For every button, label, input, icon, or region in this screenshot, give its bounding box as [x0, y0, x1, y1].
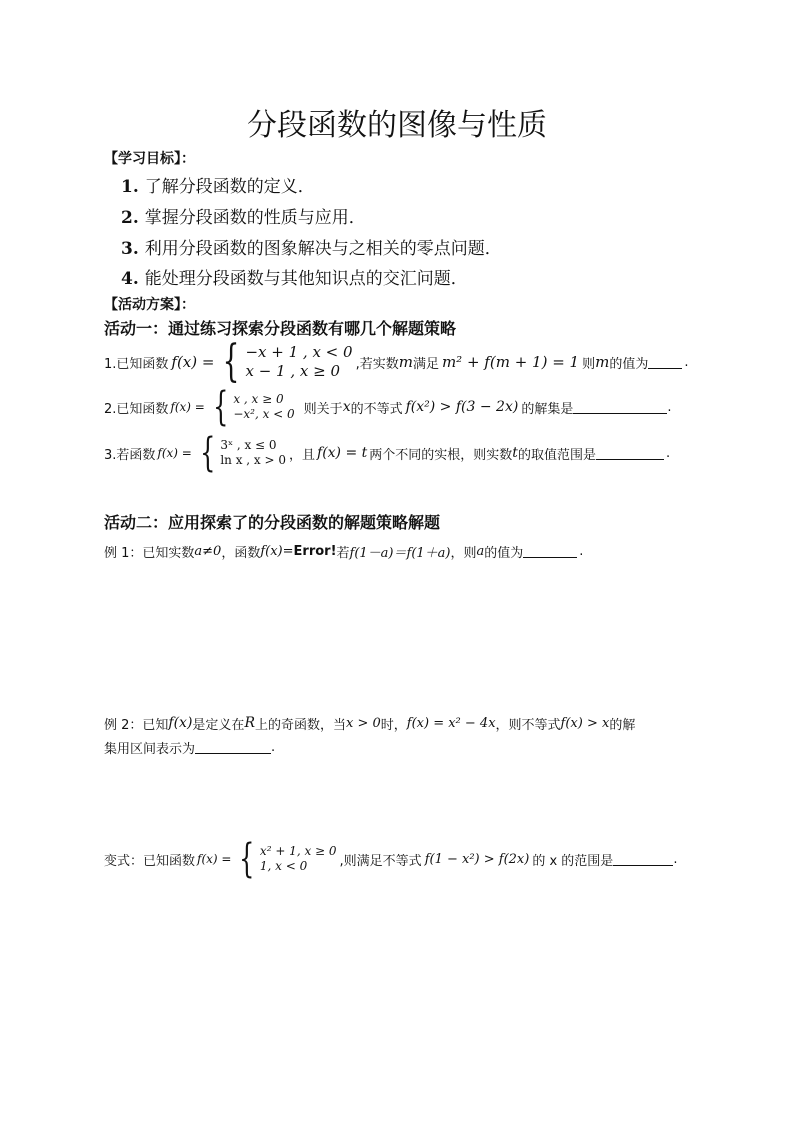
period: .: [673, 851, 678, 867]
variant-problem: [104, 838, 677, 880]
goal-number: 3.: [121, 239, 139, 259]
activity1-title: 活动一：通过练习探索分段函数有哪几个解题策略: [104, 319, 457, 338]
problem-2-mid: 则关于: [303, 401, 343, 417]
case-1: 3ˣ , x ≤ 0: [220, 438, 277, 452]
activity2-title: 活动二：应用探索了的分段函数的解题策略解题: [104, 513, 441, 532]
problem-1-function: f(x) =: [171, 353, 215, 371]
example-2-function: f(x): [168, 715, 193, 731]
example-2-tail: 的解: [609, 717, 636, 733]
answer-blank[interactable]: [195, 740, 271, 754]
answer-blank[interactable]: [613, 852, 673, 866]
example-1: [104, 542, 583, 560]
case-2: x − 1 , x ≥ 0: [245, 362, 340, 380]
case-1: x , x ≥ 0: [233, 392, 284, 406]
example-2: [104, 714, 635, 732]
problem-3-mid2: 两个不同的实根，则实数: [369, 447, 513, 463]
problem-1-condition: m² + f(m + 1) = 1: [441, 353, 580, 371]
goal-item: [121, 264, 468, 289]
problem-3-function: f(x) =: [157, 446, 192, 460]
variant-function: f(x) =: [197, 852, 232, 866]
goals-header: 【学习目标】：: [104, 151, 195, 167]
piecewise-definition: [195, 430, 286, 476]
period: .: [684, 354, 689, 370]
problem-2-prefix: 2.已知函数: [104, 401, 169, 417]
piecewise-definition: [234, 836, 337, 882]
problem-1-tail: 则: [582, 356, 596, 372]
period: .: [579, 543, 584, 559]
example-1-a-nonzero: a≠0: [194, 543, 222, 559]
left-brace-icon: {: [223, 336, 240, 387]
plan-header: 【活动方案】：: [104, 297, 195, 313]
example-1-condition: f(1－a)＝f(1＋a): [349, 545, 451, 561]
case-1: x² + 1, x ≥ 0: [259, 844, 337, 858]
case-2: 1, x < 0: [259, 859, 308, 873]
example-2-line2: [104, 738, 275, 756]
answer-blank[interactable]: [648, 355, 682, 369]
example-1-tail2: 的值为: [484, 545, 524, 561]
case-2: ln x , x > 0: [220, 453, 286, 467]
variable-R: R: [244, 715, 255, 731]
period: .: [665, 445, 671, 461]
example-2-inequality: f(x) > x: [560, 715, 610, 731]
answer-blank[interactable]: [596, 446, 664, 460]
problem-1-prefix: 1.已知函数: [104, 356, 169, 372]
answer-blank[interactable]: [573, 400, 667, 414]
problem-3-prefix: 3.若函数: [104, 447, 156, 463]
example-2-mid: 是定义在: [192, 717, 245, 733]
variable-t: t: [512, 445, 518, 461]
example-1-mid2: 若: [336, 545, 350, 561]
goal-number: 1.: [121, 177, 139, 197]
piecewise-definition: [208, 384, 295, 430]
case-2: −x², x < 0: [233, 407, 295, 421]
page-title: 分段函数的图像与性质: [247, 108, 547, 143]
example-2-mid4: ，则不等式: [495, 717, 561, 733]
variable-x: x: [342, 399, 351, 415]
example-1-function: f(x)=: [260, 543, 294, 559]
example-2-mid3: 时，: [380, 717, 407, 733]
variant-mid: ,则满足不等式: [339, 853, 422, 869]
piecewise-definition: [217, 336, 353, 387]
example-1-prefix: 例 1：已知实数: [104, 545, 195, 561]
problem-2-function: f(x) =: [170, 400, 205, 414]
goal-item: [121, 203, 366, 228]
problem-1: [104, 336, 689, 387]
goal-text: 掌握分段函数的性质与应用．: [144, 208, 366, 228]
example-2-prefix: 例 2：已知: [104, 717, 169, 733]
left-brace-icon: {: [199, 430, 216, 476]
period: .: [271, 739, 276, 755]
problem-3-tail: 的取值范围是: [517, 447, 596, 463]
goal-text: 了解分段函数的定义．: [144, 177, 315, 197]
example-2-condition: x > 0: [346, 715, 381, 731]
problem-3: [104, 432, 670, 474]
goal-number: 2.: [121, 208, 139, 228]
example-1-mid: ，函数: [221, 545, 261, 561]
left-brace-icon: {: [212, 384, 229, 430]
goal-text: 利用分段函数的图象解决与之相关的零点问题．: [144, 239, 502, 259]
problem-2-inequality: f(x²) > f(3 − 2x): [405, 399, 519, 415]
variable-m: m: [398, 353, 413, 371]
problem-2: [104, 386, 671, 428]
example-2-mid2: 上的奇函数，当: [254, 717, 346, 733]
example-2-line2-text: 集用区间表示为: [104, 741, 196, 757]
problem-3-mid: ，且: [289, 447, 316, 463]
case-1: −x + 1 , x < 0: [245, 343, 353, 362]
error-text: Error!: [293, 543, 337, 559]
goal-item: [121, 234, 502, 259]
variable-m: m: [595, 353, 610, 371]
problem-2-tail: 的解集是: [521, 401, 574, 417]
problem-1-tail2: 的值为: [609, 356, 649, 372]
variable-a: a: [476, 543, 485, 559]
problem-1-mid: ,若实数: [355, 356, 399, 372]
example-1-tail: ，则: [450, 545, 477, 561]
left-brace-icon: {: [239, 836, 255, 882]
problem-1-cond-text: 满足: [412, 356, 439, 372]
variant-inequality: f(1 − x²) > f(2x): [424, 851, 530, 867]
problem-2-mid2: 的不等式: [350, 401, 403, 417]
period: .: [667, 399, 672, 415]
example-2-definition: f(x) = x² − 4x: [406, 715, 496, 731]
variant-prefix: 变式：已知函数: [104, 853, 196, 869]
goal-text: 能处理分段函数与其他知识点的交汇问题．: [144, 269, 468, 289]
goal-number: 4.: [121, 269, 139, 289]
goal-item: [121, 172, 315, 197]
answer-blank[interactable]: [523, 544, 577, 558]
variant-tail: 的 x 的范围是: [532, 853, 614, 869]
problem-3-equation: f(x) = t: [317, 445, 368, 461]
